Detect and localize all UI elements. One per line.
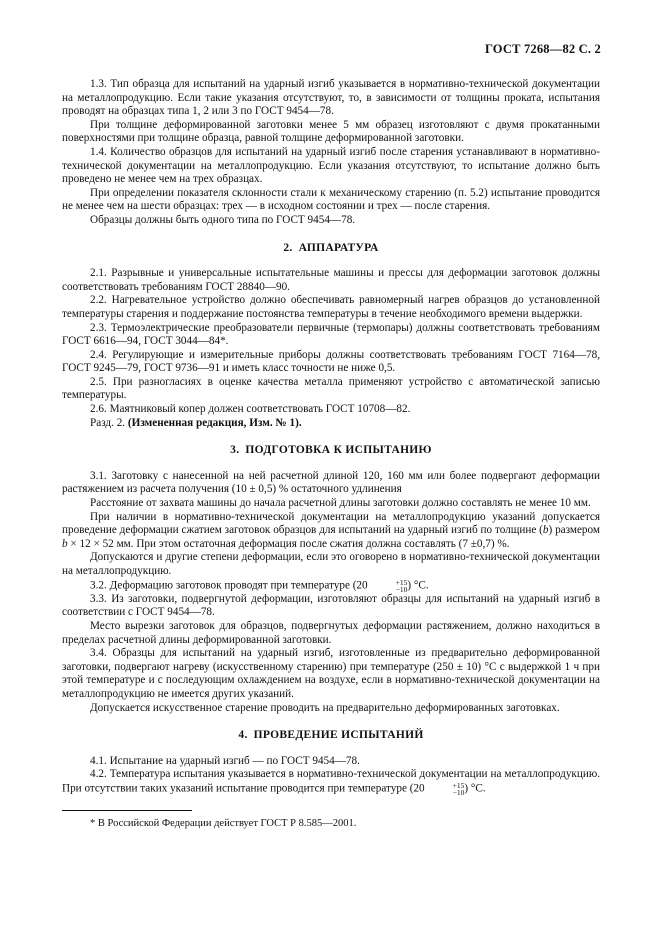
paragraph-1-3: 1.3. Тип образца для испытаний на ударный изгиб указывается в нормативно-технической документации на металлопродукцию. Если такие указания отсутствуют, то, в зависимости от толщины проката, испытания проводят на образцах типа 1, 2 или 3 по ГОСТ 9454—78. [62,78,600,118]
paragraph-3-3b: Место вырезки заготовок для образцов, подвергнутых деформации растяжением, должно находиться в пределах расчетной длины деформированной заготовки. [62,619,600,646]
section-4-number: 4. [238,729,248,742]
footnote-divider [62,810,192,811]
text-run: × 12 × 52 мм. При этом остаточная деформация после сжатия должна составлять (7 ±0,7) %. [67,537,510,550]
section-4-title: ПРОВЕДЕНИЕ ИСПЫТАНИЙ [253,729,424,742]
paragraph-3-4: 3.4. Образцы для испытаний на ударный изгиб, изготовленные из предварительно деформированной заготовки, подвергают нагреву (искусственному старению) при температуре (250 ± 10) °C с выдержкой 1 ч при этой температуре и с последующим охлаждением на воздухе, если в нормативно-технической документации на металлопродукцию не имеется других указаний. [62,647,600,700]
paragraph-razd-2 [62,417,600,431]
tolerance-lower: −10 [452,787,465,797]
paragraph-3-2 [62,579,600,593]
paragraph-2-3: 2.3. Термоэлектрические преобразователи первичные (термопары) должны соответствовать требованиям ГОСТ 6616—94, ГОСТ 3044—84*. [62,321,600,348]
tolerance [425,782,465,796]
paragraph-2-4: 2.4. Регулирующие и измерительные приборы должны соответствовать требованиям ГОСТ 7164—78, ГОСТ 9245—79, ГОСТ 9736—91 и иметь класс точности не ниже 0,5. [62,348,600,375]
text-run: ) °C. [464,782,486,795]
section-2-title: АППАРАТУРА [298,241,379,254]
section-2-heading [62,242,600,256]
tolerance-upper: +15 [452,780,465,790]
razd-label: Разд. 2. [90,416,126,429]
revision-note: (Измененная редакция, Изм. № 1). [127,416,302,429]
text-run: 3.2. Деформацию заготовок проводят при температуре (20 [90,579,368,592]
paragraph-4-1: 4.1. Испытание на ударный изгиб — по ГОСТ 9454—78. [90,754,360,767]
paragraph-3-4b: Допускается искусственное старение проводить на предварительно деформированных заготовках. [90,701,560,714]
var-b: b [542,524,549,537]
paragraph-1-3b: При толщине деформированной заготовки менее 5 мм образец изготовляют с двумя прокатанными поверхностями при толщине образца, равной толщине деформированной заготовки. [62,118,600,145]
paragraph-3-1c [62,511,600,552]
paragraph-3-1b: Расстояние от захвата машины до начала расчетной длины заготовки должно составлять не менее 10 мм. [90,497,591,510]
paragraph-2-1: 2.1. Разрывные и универсальные испытательные машины и прессы для деформации заготовок должны соответствовать требованиям ГОСТ 28840—90. [62,267,600,293]
section-4-heading [62,729,600,743]
section-3-heading [62,444,600,458]
page-header: ГОСТ 7268—82 С. 2 [484,42,601,56]
paragraph-1-4b: При определении показателя склонности стали к механическому старению (п. 5.2) испытание проводится не менее чем на шести образцах: трех — в исходном состоянии и трех — после старения. [62,186,600,213]
paragraph-4-2 [62,768,600,796]
tolerance-upper: +15 [395,577,408,587]
paragraph-3-1: 3.1. Заготовку с нанесенной на ней расчетной длиной 120, 160 мм или более подвергают деформации растяжением из расчета получения (10 ± 0,5) % остаточного удлинения [62,469,600,496]
text-run: 4.2. Температура испытания указывается в нормативно-технической документации на металлопродукцию. При отсутствии таких указаний испытание проводится при температуре (20 [62,768,600,795]
paragraph-3-3: 3.3. Из заготовки, подвергнутой деформации, изготовляют образцы для испытаний на ударный изгиб в соответствии с ГОСТ 9454—78. [62,592,600,619]
paragraph-2-5: 2.5. При разногласиях в оценке качества металла применяют устройство с автоматической записью температуры. [62,375,600,402]
tolerance-lower: −10 [395,584,408,594]
document-body [62,78,600,831]
section-2-number: 2. [283,241,293,254]
section-3-number: 3. [230,444,240,457]
text-run: ) °C. [407,579,429,592]
paragraph-2-6: 2.6. Маятниковый копер должен соответствовать ГОСТ 10708—82. [90,403,411,416]
tolerance [368,579,408,593]
paragraph-3-1d: Допускаются и другие степени деформации, если это оговорено в нормативно-технической документации на металлопродукцию. [62,551,600,577]
paragraph-1-4: 1.4. Количество образцов для испытаний на ударный изгиб после старения устанавливают в нормативно-технической документации на металлопродукцию. Если указания отсутствуют, то испытание должно быть проведено не менее чем на трех образцах. [62,145,600,186]
paragraph-2-2: 2.2. Нагревательное устройство должно обеспечивать равномерный нагрев образцов до установленной температуры старения и поддержание постоянства температуры в течение необходимого времени выдержки. [62,294,600,320]
text-run: При наличии в нормативно-технической документации на металлопродукцию указаний допускается проведение деформации сжатием заготовок образцов для испытаний на ударный изгиб по толщине ( [62,510,600,537]
paragraph-1-4c: Образцы должны быть одного типа по ГОСТ 9454—78. [90,213,356,226]
footnote: * В Российской Федерации действует ГОСТ Р 8.585—2001. [90,818,357,830]
text-run: ) размером [548,524,600,537]
var-b: b [62,537,68,550]
section-3-title: ПОДГОТОВКА К ИСПЫТАНИЮ [245,444,432,457]
